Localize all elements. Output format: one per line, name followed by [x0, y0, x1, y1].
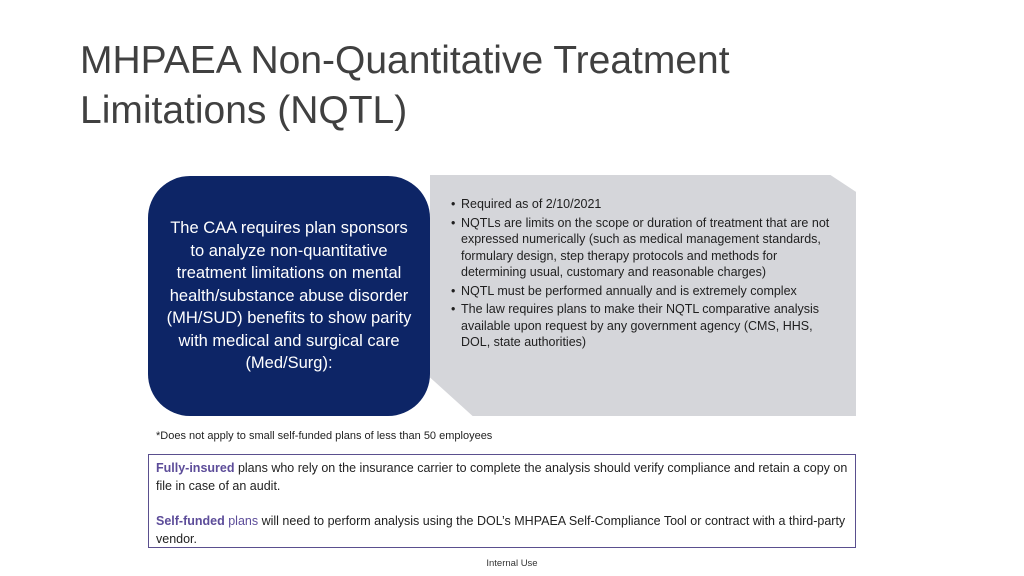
- page-title: MHPAEA Non-Quantitative Treatment Limitations (NQTL): [80, 39, 730, 132]
- self-funded-text: will need to perform analysis using the DOL’s MHPAEA Self-Compliance Tool or contract with a third-party vendor.: [156, 514, 846, 546]
- footer-label: Internal Use: [486, 558, 538, 569]
- self-funded-plans-word: plans: [224, 514, 259, 528]
- summary-text: The CAA requires plan sponsors to analyze non-quantitative treatment limitations on mental health/substance abuse disorder (MH/SUD) benefits to show parity with medical and surgical care (Med/Surg):: [166, 219, 412, 373]
- summary-box: [148, 176, 430, 416]
- fully-insured-label: Fully-insured: [156, 461, 235, 475]
- self-funded-note: [156, 512, 848, 548]
- bullet-item: • Required as of 2/10/2021: [451, 196, 843, 213]
- details-bullet-list: [451, 196, 843, 353]
- bullet-item: • NQTLs are limits on the scope or duration of treatment that are not expressed numerically (such as medical management standards, formulary design, step therapy protocols and methods for determining usual, customary and reasonable charges): [451, 215, 843, 281]
- footnote: *Does not apply to small self-funded plans of less than 50 employees: [156, 430, 493, 442]
- bullet-item: • The law requires plans to make their NQTL comparative analysis available upon request by any government agency (CMS, HHS, DOL, state authorities): [451, 301, 843, 351]
- bullet-item: • NQTL must be performed annually and is extremely complex: [451, 283, 843, 300]
- fully-insured-text: plans who rely on the insurance carrier to complete the analysis should verify compliance and retain a copy on file in case of an audit.: [156, 461, 848, 493]
- fully-insured-note: [156, 459, 848, 495]
- plan-type-note-box: [148, 454, 856, 548]
- self-funded-label: Self-funded: [156, 514, 225, 528]
